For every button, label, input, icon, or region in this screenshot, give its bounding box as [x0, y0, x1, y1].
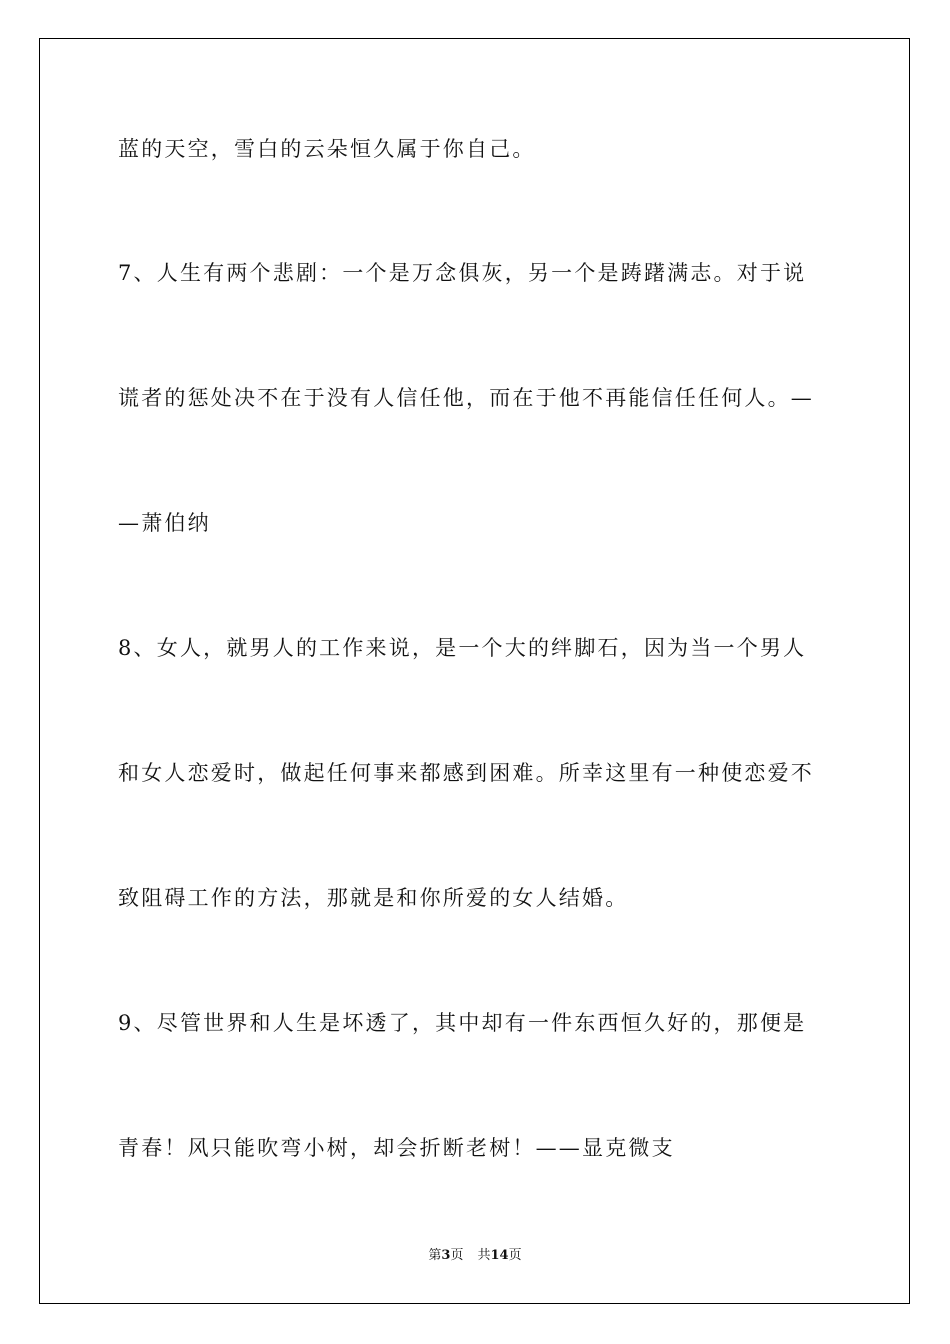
- text-line: 青春！风只能吹弯小树，却会折断老树！——显克微支: [118, 1136, 675, 1160]
- total-page-count: 14: [490, 1248, 509, 1263]
- page-border: [39, 38, 910, 1304]
- current-page-number: 3: [441, 1248, 451, 1263]
- page-footer: [0, 1248, 950, 1264]
- text-line: 致阻碍工作的方法，那就是和你所爱的女人结婚。: [118, 886, 629, 910]
- text-line: 蓝的天空，雪白的云朵恒久属于你自己。: [118, 137, 536, 161]
- text-line: 9、尽管世界和人生是坏透了，其中却有一件东西恒久好的，那便是: [118, 1011, 807, 1035]
- text-line: 7、人生有两个悲剧：一个是万念俱灰，另一个是踌躇满志。对于说: [118, 261, 807, 285]
- text-line: 谎者的惩处决不在于没有人信任他，而在于他不再能信任任何人。—: [118, 386, 814, 410]
- text-line: —萧伯纳: [118, 511, 211, 535]
- total-pages-indicator: 共14页: [477, 1248, 522, 1263]
- text-line: 8、女人，就男人的工作来说，是一个大的绊脚石，因为当一个男人: [118, 636, 807, 660]
- page-indicator: 第3页: [428, 1248, 464, 1263]
- text-line: 和女人恋爱时，做起任何事来都感到困难。所幸这里有一种使恋爱不: [118, 761, 814, 785]
